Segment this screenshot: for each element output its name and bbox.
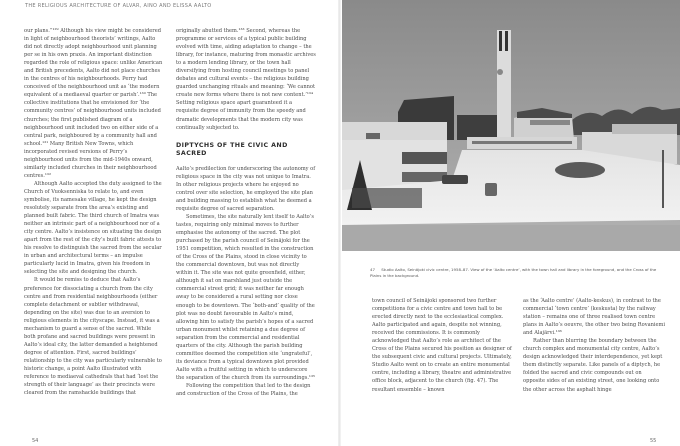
- left-column-2: [176, 27, 316, 398]
- book-gutter: [338, 0, 341, 446]
- paragraph: originally abutted them.¹³³ Second, whereas the programme or services of a typical public building evolved with time, aiding adaptation to change – the library, for instance, maturing from monastic archives to a modern lending library, or the town hall diversifying from hosting council meetings to panel debates and cultural events – the religious building guarded unchanging rituals and meaning: ‘We cannot create new forms where there is not new content.’¹³⁴ Setting religious space apart guaranteed it a requisite degree of immunity from the speedy and dramatic developments that the modern city was continually subjected to.: [176, 28, 316, 131]
- window-band: [530, 120, 570, 125]
- clock-icon: [497, 69, 503, 75]
- paragraph: Sometimes, the site naturally lent itself to Aalto’s tastes, requiring only minimal moves to further emphasise the autonomy of the sacred. The plot purchased by the parish council of Seinäjoki for the 1951 competition, which resulted in the construction of the Cross of the Plains, stood in close vicinity to the commercial downtown, but was not directly within it. The site was not quite greenfield, either, although it sat on marshland just outside the commercial street grid; it was neither far enough away to be considered a rural setting nor close enough to be downtown. The ‘both-and’ quality of the plot was no doubt favourable in Aalto’s mind, allowing him to satisfy the parish’s hopes of a sacred urban monument whilst retaining a due degree of separation from the commercial and residential quarters of the city. Although the parish building committee deemed the competition site ‘ungrateful’, its deviance from a typical downtown plot provided Aalto with a fruitful setting in which to underscore the separation of the church from its surroundings.¹³⁵: [176, 213, 316, 381]
- shrubs: [555, 162, 605, 178]
- bell-tower-slot: [499, 31, 502, 51]
- paragraph: Aalto’s predilection for underscoring the autonomy of religious space in the city was not unique to Imatra. In other religious projects where he enjoyed no control over site selection, he employed the site plan and building massing to establish what he deemed a requisite degree of sacred separation.: [176, 165, 316, 212]
- paragraph: Rather than blurring the boundary between the church complex and monumental city centre, Aalto’s design acknowledged their interdependence, yet kept them distinctly separate. Like panels of a diptych, he folded the sacred and civic compounds out on opposite sides of an existing street, one looking onto the other across the asphalt hinge: [523, 338, 663, 393]
- figure-photo: [342, 0, 680, 254]
- paragraph: our plans.”¹²⁹ Although his view might be considered in light of neighbourhood theorists’ writings, Aalto did not directly adopt neighbourhood unit planning per se in his own praxis. An important distinction regarded the role of religious space: unlike American and British precedents, Aalto did not place churches in the centres of his neighbourhoods. Perry had conceived of the neighbourhood unit as ‘the modern equivalent of a mediaeval quarter or parish’.¹³⁰ The collective institutions that he envisioned for ‘the community centres’ of neighbourhood units included churches; the first published diagram of a neighbourhood unit included two on either side of a central park, neighboured by a community hall and school.¹³¹ Many British New Towns, which incorporated revised versions of Perry’s neighbourhood units from the mid-1940s onward, similarly included churches in their neighbourhood centres.¹³²: [24, 28, 163, 179]
- left-column-1: [24, 27, 164, 397]
- paragraph: as the ‘Aalto centre’ (Aalto-keskus), in contrast to the commercial ‘town centre’ (keskusta) by the railway station – remains one of three realised town centre plans in Aalto’s oeuvre, the other two being Rovaniemi and Alajärvi.¹³⁶: [523, 298, 665, 337]
- right-column-1: [372, 297, 514, 394]
- running-head: THE RELIGIOUS ARCHITECTURE OF ALVAR, AINO AND ELISSA AALTO: [25, 3, 212, 9]
- theatre-roof: [612, 124, 677, 134]
- right-column-2: [523, 297, 665, 394]
- figure-caption: [370, 267, 660, 279]
- lamp-post: [662, 150, 664, 208]
- civic-centre-photo: [342, 0, 680, 254]
- page-number: 54: [32, 438, 39, 444]
- photo-border: [342, 251, 680, 254]
- paragraph: It would be remiss to deduce that Aalto’s preference for dissociating a church from the city centre and from residential neighbourhoods (either complete detachment or subtler withdrawal, depending on the site) was due to an aversion to religious elements in the cityscape. Instead, it was a mechanism to guard a sense of the sacred. While both profane and sacred buildings were present in Aalto’s ideal city, the latter demanded a heightened degree of attention. First, sacred buildings’ relationship to the city was particularly vulnerable to historic change, a point Aalto illustrated with reference to mediaeval cathedrals that had ‘lost the strength of their language’ as their precincts were cleared from the ramshackle buildings that: [24, 277, 162, 397]
- caption-text: Studio Aalto, Seinäjoki civic centre, 1958–87. View of the ‘Aalto centre’, with the town hall and library in the foreground, and the Cross of the Plains in the background.: [370, 267, 657, 278]
- window-band: [472, 141, 572, 144]
- parked-car: [442, 175, 468, 184]
- window: [366, 133, 380, 139]
- road: [342, 225, 680, 251]
- bell-tower-slot: [505, 31, 508, 51]
- car-on-road: [485, 183, 497, 196]
- page-number: 55: [650, 438, 657, 444]
- section-heading: DIPTYCHS OF THE CIVIC AND SACRED: [176, 141, 288, 157]
- window-band: [402, 172, 447, 182]
- figure-number: 47: [370, 267, 375, 272]
- window-band: [402, 152, 447, 164]
- paragraph: town council of Seinäjoki sponsored two further competitions for a civic centre and town hall to be erected directly next to the ecclesiastical complex. Aalto participated and again, despite not winning, received the commissions. It is commonly acknowledged that Aalto’s role as architect of the Cross of the Plains secured his position as designer of the subsequent civic and cultural projects. Ultimately, Studio Aalto went on to create an entire monumental centre, including a library, theatre and administrative office block, adjacent to the church (fig. 47). The resultant ensemble – known: [372, 298, 512, 393]
- paragraph: Following the competition that led to the design and construction of the Cross of the Plains, the: [176, 382, 311, 398]
- shrubs: [352, 188, 422, 208]
- tree-line: [457, 115, 502, 140]
- paragraph: Although Aalto accepted the duty assigned to the Church of Vuoksenniska to relate to, and even symbolise, its namesake village, he kept the design resolutely separate from the area’s existing and planned built fabric. The third church of Imatra was neither an intrinsic part of a neighbourhood nor of a city centre. Aalto’s insistence on situating the design apart from the rest of the city’s built fabric attests to his resolve to distinguish the sacred from the secular in urban and architectural terms – an impulse particularly lucid in Imatra, given his freedom in selecting the site and designing the church.: [24, 180, 162, 276]
